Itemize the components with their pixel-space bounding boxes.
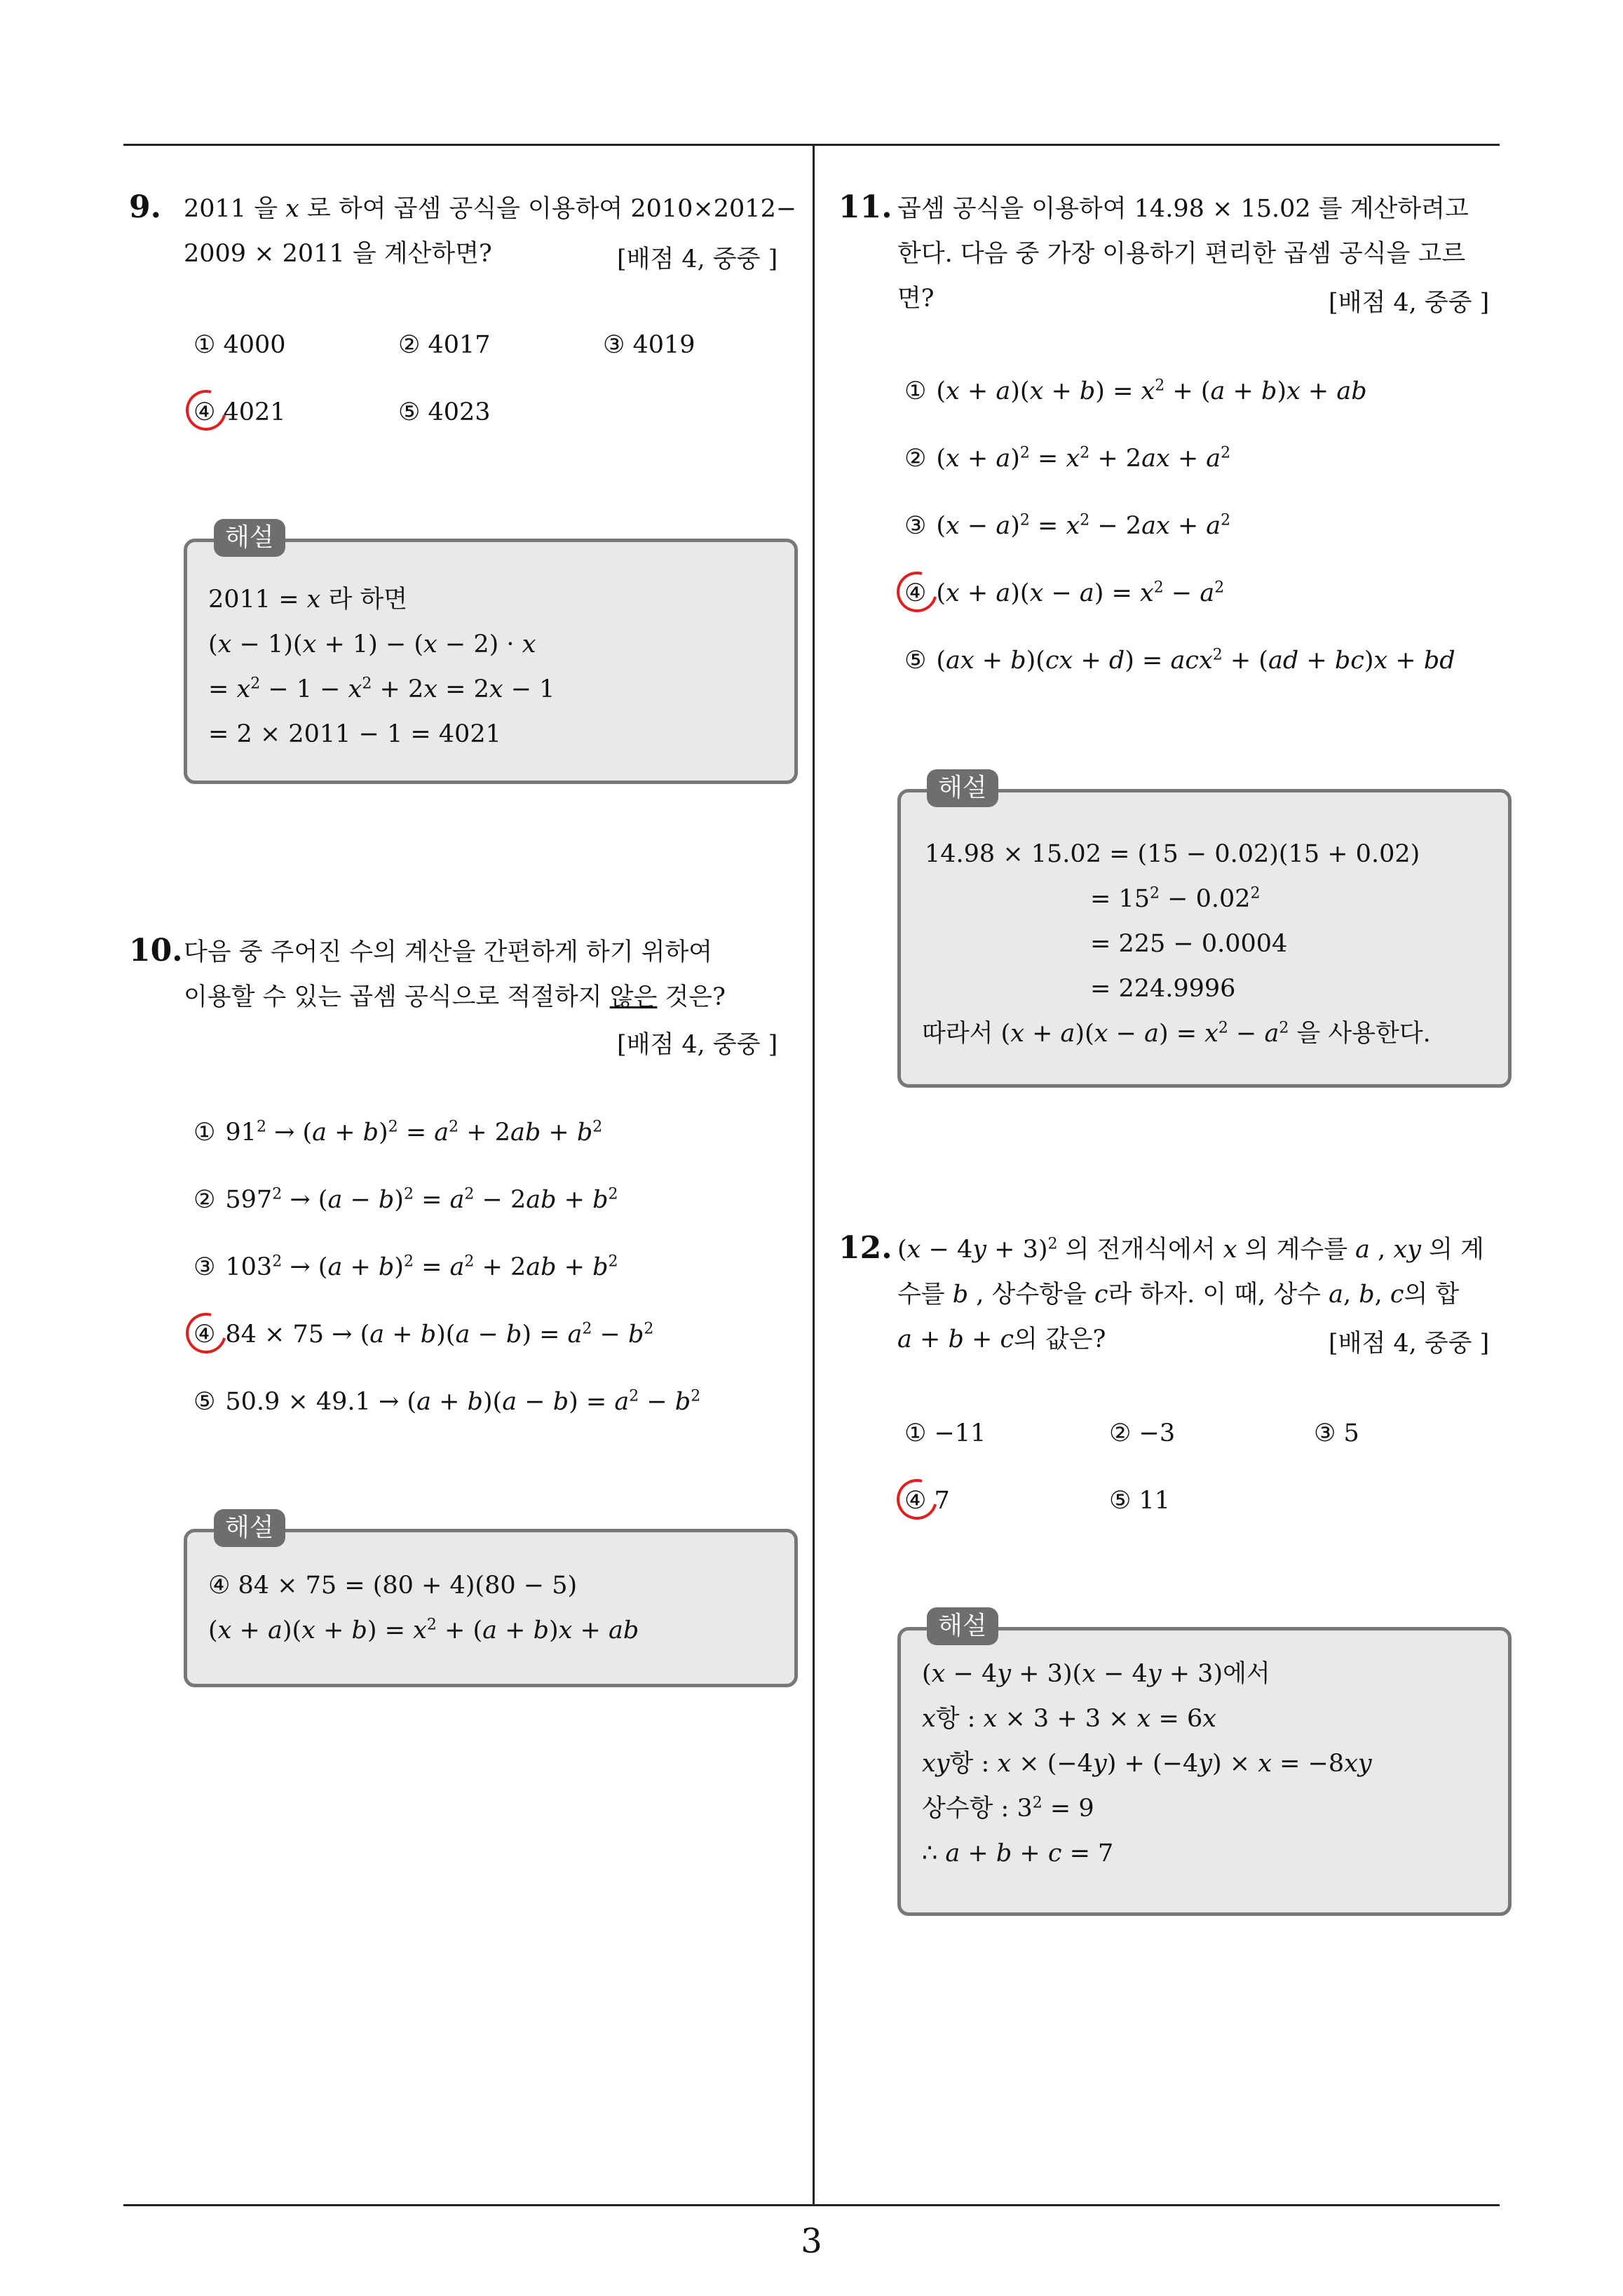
- solution-line: = $x^2 - 1 - x^2 + 2x = 2x - 1$: [208, 675, 555, 703]
- solution-line: ∴ a + b + c = 7: [922, 1839, 1114, 1868]
- question-text: 이용할 수 있는 곱셈 공식으로 적절하지 않은 것은?: [184, 983, 726, 1011]
- option-4[interactable]: ④ $84 \times 75 \to (a + b)(a - b) = a^2 - b^2$: [193, 1320, 654, 1349]
- solution-line: = 225 − 0.0004: [1090, 930, 1288, 958]
- option-3[interactable]: ③ 5: [1314, 1419, 1359, 1447]
- top-rule: [123, 144, 1500, 146]
- solution-line: xy항 : x × (−4y) + (−4y) × x = −8xy: [922, 1750, 1372, 1778]
- option-3[interactable]: ③ 4019: [603, 331, 695, 359]
- difficulty-meta: [배점 4, 중중 ]: [617, 245, 778, 274]
- option-2[interactable]: ② $597^2 \to (a - b)^2 = a^2 - 2ab + b^2$: [193, 1185, 618, 1214]
- bottom-rule: [123, 2204, 1500, 2206]
- option-5[interactable]: ⑤ 11: [1109, 1487, 1171, 1515]
- option-4[interactable]: ④ $(x + a)(x - a) = x^2 - a^2$: [904, 579, 1225, 607]
- solution-line: ④ 84 × 75 = (80 + 4)(80 − 5): [208, 1572, 578, 1600]
- solution-line: 따라서 $(x + a)(x - a) = x^2 - a^2$ 을 사용한다.: [922, 1019, 1431, 1048]
- solution-line: 14.98 × 15.02 = (15 − 0.02)(15 + 0.02): [925, 840, 1420, 868]
- solution-line: 상수항 : $3^2 = 9$: [922, 1794, 1094, 1823]
- solution-line: x항 : x × 3 + 3 × x = 6x: [922, 1705, 1216, 1733]
- solution-label: 해설: [927, 1607, 998, 1645]
- question-text: 2011 을 x 로 하여 곱셈 공식을 이용하여 2010×2012−: [184, 195, 797, 223]
- difficulty-meta: [배점 4, 중중 ]: [1329, 289, 1490, 317]
- option-4[interactable]: ④ 7: [904, 1487, 950, 1515]
- solution-line: (x − 4y + 3)(x − 4y + 3)에서: [922, 1660, 1270, 1688]
- option-2[interactable]: ② $(x + a)^2 = x^2 + 2ax + a^2$: [904, 444, 1231, 473]
- column-divider: [813, 144, 815, 2206]
- question-number: 12.: [838, 1230, 892, 1266]
- solution-box: [897, 1627, 1512, 1916]
- question-text: 면?: [897, 285, 935, 313]
- solution-line: = 224.9996: [1090, 975, 1236, 1003]
- solution-line: $(x + a)(x + b) = x^2 + (a + b)x$ + ab: [208, 1616, 639, 1645]
- option-5[interactable]: ⑤ $50.9 \times 49.1 \to (a + b)(a - b) = a^2 - b^2$: [193, 1387, 701, 1416]
- question-text: 다음 중 주어진 수의 계산을 간편하게 하기 위하여: [184, 938, 713, 966]
- option-1[interactable]: ① $(x + a)(x + b) = x^2 + (a + b)x$ + ab: [904, 377, 1367, 405]
- option-5[interactable]: ⑤ 4023: [398, 398, 491, 426]
- question-text: 곱셈 공식을 이용하여 14.98 × 15.02 를 계산하려고: [897, 195, 1469, 223]
- solution-line: 2011 = x 라 하면: [208, 586, 408, 614]
- difficulty-meta: [배점 4, 중중 ]: [1329, 1330, 1490, 1358]
- solution-label: 해설: [927, 769, 998, 807]
- difficulty-meta: [배점 4, 중중 ]: [617, 1031, 778, 1059]
- option-5[interactable]: ⑤ (ax + b)(cx + d) = acx$^2$ + (ad + bc)x + bd: [904, 646, 1455, 675]
- page-number: 3: [801, 2222, 822, 2261]
- solution-box: [897, 789, 1512, 1088]
- option-4[interactable]: ④ 4021: [193, 398, 286, 426]
- solution-box: [184, 1529, 798, 1687]
- question-text: 2009 × 2011 을 계산하면?: [184, 240, 492, 268]
- option-1[interactable]: ① −11: [904, 1419, 986, 1447]
- option-1[interactable]: ① $91^2 \to (a + b)^2 = a^2 + 2ab + b^2$: [193, 1118, 603, 1147]
- solution-label: 해설: [214, 1509, 285, 1547]
- option-2[interactable]: ② −3: [1109, 1419, 1176, 1447]
- option-3[interactable]: ③ $(x - a)^2 = x^2 - 2ax + a^2$: [904, 511, 1231, 540]
- solution-label: 해설: [214, 519, 285, 557]
- solution-line: (x − 1)(x + 1) − (x − 2) · x: [208, 630, 536, 659]
- question-text: $(x - 4y + 3)^2$ 의 전개식에서 x 의 계수를 a , xy 의 계: [897, 1235, 1484, 1264]
- question-number: 9.: [129, 189, 161, 225]
- option-3[interactable]: ③ $103^2 \to (a + b)^2 = a^2 + 2ab + b^2$: [193, 1252, 618, 1281]
- question-text: a + b + c의 값은?: [897, 1325, 1106, 1353]
- option-2[interactable]: ② 4017: [398, 331, 491, 359]
- question-text: 한다. 다음 중 가장 이용하기 편리한 곱셈 공식을 고르: [897, 240, 1466, 268]
- solution-line: = 2 × 2011 − 1 = 4021: [208, 720, 501, 748]
- solution-box: [184, 539, 798, 784]
- question-number: 10.: [129, 933, 183, 968]
- option-1[interactable]: ① 4000: [193, 331, 286, 359]
- question-number: 11.: [838, 189, 892, 225]
- question-text: 수를 b , 상수항을 c라 하자. 이 때, 상수 a, b, c의 합: [897, 1281, 1460, 1309]
- solution-line: = $15^2 - 0.02^2$: [1090, 884, 1261, 913]
